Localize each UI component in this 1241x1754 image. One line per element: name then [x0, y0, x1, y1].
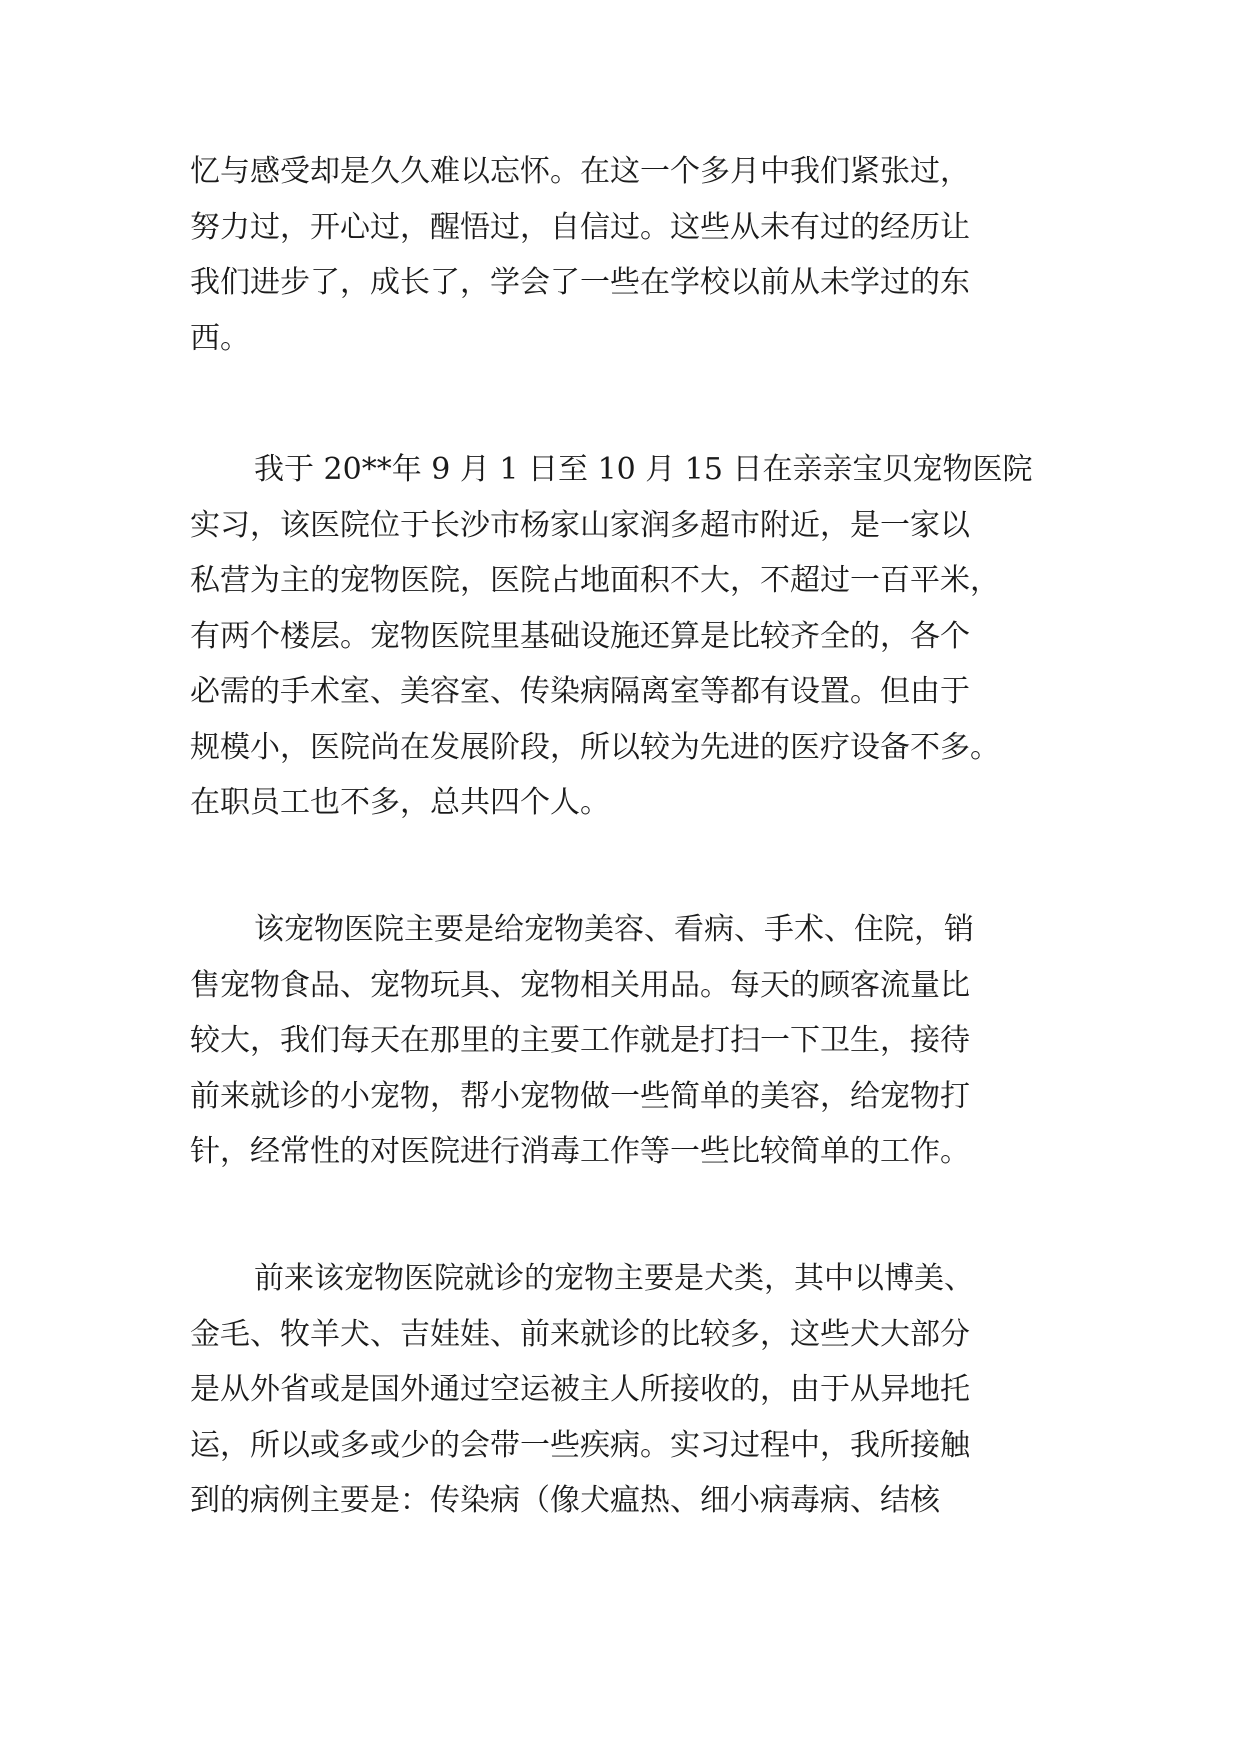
- paragraph-line: 运，所以或多或少的会带一些疾病。实习过程中，我所接触: [190, 1428, 970, 1463]
- paragraph-line: 到的病例主要是：传染病（像犬瘟热、细小病毒病、结核: [190, 1483, 940, 1518]
- paragraph-line: 较大，我们每天在那里的主要工作就是打扫一下卫生，接待: [190, 1023, 970, 1058]
- paragraph-line: 私营为主的宠物医院，医院占地面积不大，不超过一百平米，: [190, 563, 1000, 598]
- paragraph-line: 西。: [190, 321, 250, 356]
- paragraph-line: 在职员工也不多，总共四个人。: [190, 785, 610, 820]
- paragraph-line: 有两个楼层。宠物医院里基础设施还算是比较齐全的，各个: [190, 619, 970, 654]
- paragraph-line: 我于 20**年 9 月 1 日至 10 月 15 日在亲亲宝贝宠物医院: [254, 452, 1033, 487]
- paragraph-line: 实习，该医院位于长沙市杨家山家润多超市附近，是一家以: [190, 508, 970, 543]
- paragraph-line: 该宠物医院主要是给宠物美容、看病、手术、住院，销: [254, 912, 974, 947]
- paragraph-line: 是从外省或是国外通过空运被主人所接收的，由于从异地托: [190, 1372, 970, 1407]
- paragraph-line: 前来该宠物医院就诊的宠物主要是犬类，其中以博美、: [254, 1261, 974, 1296]
- paragraph-line: 售宠物食品、宠物玩具、宠物相关用品。每天的顾客流量比: [190, 968, 970, 1003]
- paragraph-line: 忆与感受却是久久难以忘怀。在这一个多月中我们紧张过，: [190, 154, 970, 189]
- paragraph-line: 前来就诊的小宠物，帮小宠物做一些简单的美容，给宠物打: [190, 1079, 970, 1114]
- paragraph-line: 必需的手术室、美容室、传染病隔离室等都有设置。但由于: [190, 674, 970, 709]
- paragraph-line: 我们进步了，成长了，学会了一些在学校以前从未学过的东: [190, 265, 970, 300]
- paragraph-line: 针，经常性的对医院进行消毒工作等一些比较简单的工作。: [190, 1134, 970, 1169]
- paragraph-line: 努力过，开心过，醒悟过，自信过。这些从未有过的经历让: [190, 210, 970, 245]
- paragraph-line: 规模小，医院尚在发展阶段，所以较为先进的医疗设备不多。: [190, 730, 1000, 765]
- paragraph-line: 金毛、牧羊犬、吉娃娃、前来就诊的比较多，这些犬大部分: [190, 1317, 970, 1352]
